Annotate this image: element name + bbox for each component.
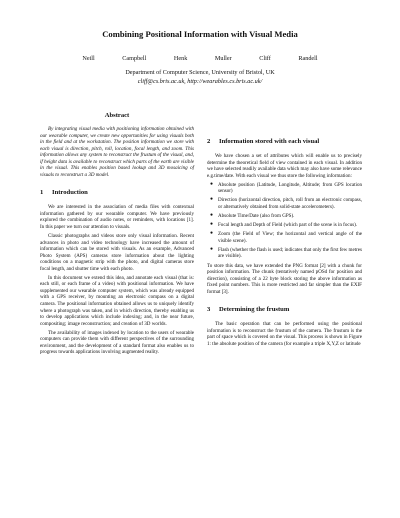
abstract-text: By integrating visual media with positioning information obtained with our wearable computer, we create new opportunities for using visuals both in the field and at the workstation. The position information we store with each visual is direction, pitch, roll, location, focal length, and zoom. This information allows any system to reconstruct the frustum of the visual, and, if height data is available to reconstruct which parts of the earth are visible in the visual. This enables position based lookup and 3D mosaicing of visuals to reconstruct a 3D model. <box>40 126 194 178</box>
list-item: ● Focal length and Depth of Field (which part of the scene is in focus). <box>210 221 358 228</box>
list-item: ● Zoom (the Field of View; the horizontal and vertical angle of the visible scene). <box>210 230 362 244</box>
paper-title: Combining Positional Information with Visual Media <box>102 29 298 39</box>
paragraph: The basic operation that can be performed using the positional information is to reconstruct the frustum of the camera. The frustum is the part of space which is covered on the visual. This process is shown in Figure 1: the absolute position of the camera (for example a triple X,Y,Z or latitude <box>207 321 362 348</box>
list-item: ● Direction (horizontal direction, pitch, roll from an electronic compass, or alternatively obtained from solid-state accelerometers). <box>210 197 362 210</box>
section-heading-introduction <box>40 189 194 197</box>
list-item: ● Absolute Time/Date (also from GPS). <box>210 212 295 219</box>
bullet-icon: ● <box>210 221 214 227</box>
section-heading-information <box>207 138 362 146</box>
list-item: ● Absolute position (Latitude, Longitude, Altitude; from GPS location sensor) <box>210 181 362 195</box>
paper-affiliation: Department of Computer Science, University of Bristol, UK <box>125 69 275 76</box>
left-column <box>40 112 194 358</box>
bullet-icon: ● <box>210 212 214 218</box>
attribute-list <box>207 182 362 260</box>
section-heading-frustum <box>207 306 362 314</box>
paper-authors: Neill Campbell Henk Muller Cliff Randell <box>82 55 318 62</box>
right-column <box>207 112 362 350</box>
bullet-icon: ● <box>210 181 214 187</box>
section-number: 2 <box>207 138 211 145</box>
paragraph: To store this data, we have extended the PNG format [2] with a chunk for position information. The chunk (tentatively named pOSd for position and direction), consisting of a 22 byte block storing the above information as fixed point numbers. This is more restricted and far simpler than the EXIF format [3]. <box>207 262 362 295</box>
paragraph: The availability of images indexed by location to the users of wearable computers can provide them with different perspectives of the surrounding environment, and the development of a standard format also enables us to progress towards applications involving augmented reality. <box>40 329 194 356</box>
paragraph: In this document we extend this idea, and annotate each visual (that is: each still, or each frame of a video) with positional information. We have supplemented our wearable computer system, which was already equipped with a GPS receiver, by mounting an electronic compass on a digital camera. The positional information obtained allows us to uniquely identify where a photograph was taken, and in which direction, thereby enabling us to develop applications which include indexing; and, in the near future, compositing; image reconstruction; and creation of 3D worlds. <box>40 274 194 327</box>
section-title: Determining the frustum <box>219 306 290 314</box>
bullet-icon: ● <box>210 246 214 252</box>
abstract-heading: Abstract <box>104 112 130 119</box>
section-title: Introduction <box>52 189 88 197</box>
bullet-icon: ● <box>210 230 214 236</box>
paper-contact: cliff@cs.bris.ac.uk, http://wearables.cs.bris.ac.uk/ <box>137 78 263 85</box>
paragraph: We are interested in the association of media files with contextual information gathered by our wearable computer. We have previously explored the combination of audio notes, or reminders, with locations [1]. In this paper we turn our attention to visuals. <box>40 204 194 231</box>
bullet-icon: ● <box>210 197 214 203</box>
paragraph: Classic photographs and videos store only visual information. Recent advances in photo and video technology have increased the amount of information which can be stored with visuals. As an example, Advanced Photo System (APS) cameras store information about the lighting conditions on a magnetic strip with the photo, and digital cameras store focal length, and shutter time with each photo. <box>40 233 194 272</box>
section-title: Information stored with each visual <box>219 138 320 145</box>
paragraph: We have chosen a set of attributes which will enable us to precisely determine the theoretical field of view contained in each visual. In addition we have selected readily available data which may also have some relevance e.g.time/date. With each visual we thus store the following information: <box>207 153 362 179</box>
section-number: 3 <box>207 306 211 314</box>
list-item: ● Flash (whether the flash is used; indicates that only the first few metres are visible). <box>210 246 362 260</box>
section-number: 1 <box>40 189 44 197</box>
